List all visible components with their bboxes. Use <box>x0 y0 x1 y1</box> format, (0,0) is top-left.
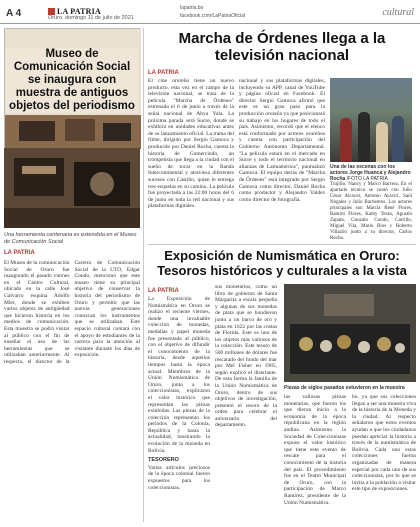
bottom-article-col2: sus monetarios, como un libro de gobierno de Santa Margarita a escala pequeña y algunas de sus monedas de plata que se hundieron junto a un barco de oro y plata en 1622 por las costas de Florida. Este es uno de los objetos más valiosos de la colección. Este tesoro de 500 millones de dólares fue rescatado del fondo del mar por Mel Fisher en 1985, según explicó el disertante. De esta forma la familia de la Unión Numismática de Oruro, dentro de sus objetivos de investigación, presentó el tesoro de la orden para celebrar el aniversario del departamento. <box>215 284 277 429</box>
logo-text: LA PATRIA <box>57 7 101 16</box>
typewriter-photo-art <box>4 148 140 228</box>
top-article-byline: LA PATRIA <box>148 70 179 76</box>
issue-date: Oruro, domingo 11 de julio de 2021 <box>48 15 134 21</box>
website-link[interactable]: lapatria.bo <box>180 5 204 11</box>
top-photo-caption <box>330 164 412 182</box>
left-article-body: El Museo de la comunicación Social de Oruro fue inaugurado el pasado viernes en el Centro Cultural, ubicado en la calle José Galvarro esquina Adolfo Mier, donde se exhiben varios objetos de antigüedad que hicieron historia en los medios de comunicación. Esta muestra se podrá visitar al público con el fin de enseñar el uso de las herramientas que se utilizaban anteriormente. Al respecto, el director de la Carrera de Comunicación Social de la UTO, Edgar Condo, mencionó que este museo tiene su principal objetivo de conservar la historia del periodismo de Oruro y permitir que las nuevas generaciones conozcan los instrumentos que se utilizaban. Este espacio cultural contará con el apoyo de estudiantes de la carrera para la atención al visitante durante los días de exposición. <box>4 260 140 365</box>
bottom-subhead: TESORERO <box>148 457 179 464</box>
bottom-article-title: Exposición de Numismática en Oruro: Tesoros históricos y culturales a la vista <box>157 248 407 278</box>
bottom-article-col1 <box>148 296 210 522</box>
typewriter-photo <box>4 148 140 228</box>
section-label: cultural <box>382 7 414 18</box>
left-article-byline: LA PATRIA <box>4 250 35 256</box>
top-photo-credit: /FOTO LA PATRIA <box>346 176 388 182</box>
bottom-article-col3: las valiosas piezas monetarias, que fueron los que dieron inicio a la economía de la época republicana en la región andina. Asimismo la Sociedad de Coleccionistas expuso el valor histórico que tiene este evento de rescate para el conocimiento de la historia del país. El procedimiento fue en el Teatro Municipal de Oruro, con la participación de Marco Ramírez, presidente de la Unión Numismática. <box>284 394 346 506</box>
coins-photo <box>284 284 416 382</box>
actor-figure <box>340 118 352 162</box>
bottom-article-byline: LA PATRIA <box>148 288 179 294</box>
bottom-article-col4: bo, ya que sus colecciones llegan a ser una muestra viva de la historia de la Moneda y la ciudad. Al respecto señalaron que estos eventos ayudan a que los ciudadanos puedan apreciar la historia a través de la numismática de Bolivia. Cada una estas colecciones fueron organizadas de manera especial por cada uno de sus coleccionistas, por lo que se invita a la población a visitar este tipo de exposiciones. <box>352 394 416 493</box>
bottom-article <box>148 248 416 506</box>
actor-figure <box>358 112 370 162</box>
top-article-title: Marcha de Órdenes llega a la televisión nacional <box>178 30 386 64</box>
facebook-link[interactable]: facebook.com/LaPatriaOficial <box>180 13 246 19</box>
actor-figure <box>376 122 388 162</box>
left-photo-caption: Una herramienta centenaria es extendida en el Museo de Comunicación Social <box>4 232 137 245</box>
coins-photo-art <box>284 284 416 382</box>
bottom-col1b-text: Varias artículos preciosos de la época colonial fueron expuestos para los coleccionistas. <box>148 464 210 491</box>
logo-mark-icon <box>48 8 55 15</box>
top-article-col3: Trujillo, Nancy y Marco Barrera. En el apartado técnico se contó con Julio César Alcocer, Antonio Ayaviri, Saúl Nogales y Julio Barrientos. Los actores principales son Marcia René Flores, Ramiro Flores, Kathy Teran, Agustín Zapata, Gonzalo Condo, Carrillo, Miguel Vila, Mario Ríos y Roberto Villazón junto a su director, Carlos Rocha. <box>330 182 412 241</box>
article-divider <box>148 244 416 245</box>
page-header <box>0 0 420 24</box>
actors-photo <box>330 78 412 162</box>
page-number: A 4 <box>6 8 22 19</box>
column-divider <box>143 28 144 522</box>
actor-figure <box>392 116 404 162</box>
top-article <box>148 30 416 241</box>
top-article-col2: nacional y sus plataformas digitales, incluyendo su APP, canal de YouTube y página oficial en Facebook. El director Sergio Gamoca afirmó que este es un gran paso para la producción orureña ya que posicionará su trabajo en los hogares de todo el país. Asimismo, recordó que el elenco está conformado por actores orureños y cuenta con participación del Gobierno Autónomo Departamental. "La película estará en el mercado en Sucre y todo el territorio nacional en alianzas de Latinamérica", puntualizó Gamoca. El equipo detrás de "Marcha de Órdenes" está integrado por Sergio Gamoca como director, Daniel Rocha como productor y Alejandro Valdez como director de fotografía. <box>239 78 325 203</box>
left-article-title-text: Museo de Comunicación Social se inaugura con muestra de antiguos objetos del periodismo <box>6 48 138 113</box>
coins-photo-caption: Piezas de siglos pasados estuvieron en la muestra <box>284 385 405 391</box>
top-article-columns <box>148 78 416 241</box>
top-photo-caption-text: Una de las escenas con los actores Jorge Huanca y Alejandro Rocha <box>330 164 411 182</box>
left-article-title <box>6 48 138 113</box>
top-article-col1: El cine orureño tiene un nuevo producto, esta vez en el campo de la televisión nacional, se trata de la película "Marcha de Órdenes" estrenada el 6 de junio a través de la señal nacional de Abya Yala. La próxima parada será Sucre, donde se exhibirá en unidades educativas antes de su lanzamiento oficial. La trama del filme, dirigido por Sergio Gamoca y producido por Daniel Rocha, cuenta la historia de Gumercindo, un trompetista que llega a la ciudad con el sueño de tocar en la Banda Intercontinental y atraviesa diferentes sucesos con Castillo, quien le entrega tres esquelas en su camino. La película fue proyectada a las 22:00 horas del 6 de junio en toda la red nacional y sus plataformas digitales. <box>148 78 234 210</box>
bottom-col1-text: La Exposición de Numismática en Oruro se realizó el reciente viernes, donde una invaluable colección de monedas, medallas y papel moneda fue presentada al público, con el objetivo de difundir el conocimiento de la historia, desde aquellos tiempos hasta la época actual. Miembros de la Unión Numismática de Oruro, junto a los coleccionistas, explicaron el valor histórico que representan las piezas exhibidas. Las piezas de la colección representan los periodos de la Colonia, República y hasta la actualidad, mostrando la evolución de la moneda en Bolivia. <box>148 296 210 454</box>
left-article <box>4 28 140 522</box>
top-photo-block <box>330 78 412 241</box>
